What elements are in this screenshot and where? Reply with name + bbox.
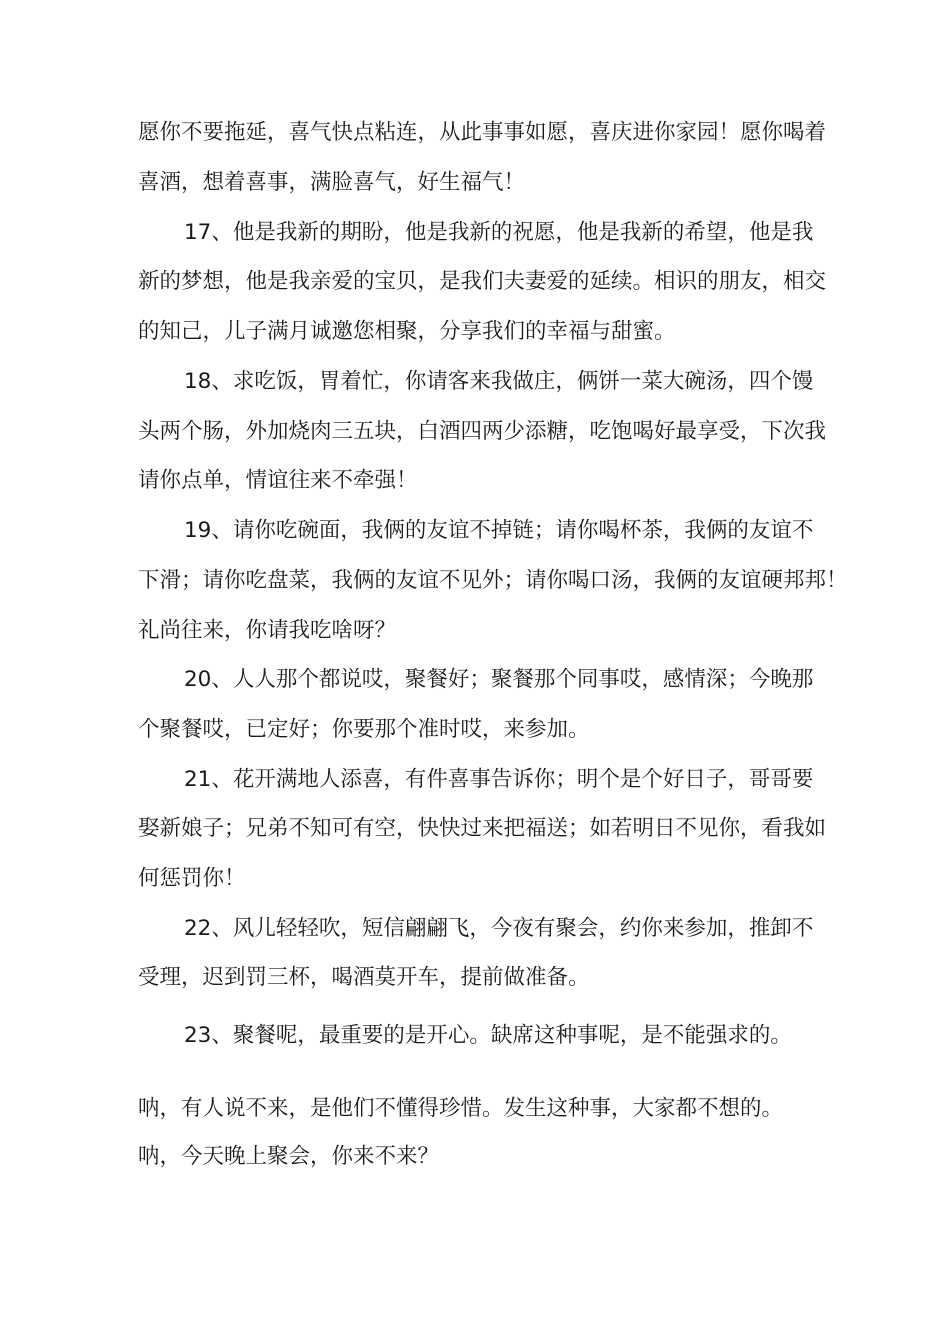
- text-line: 18、求吃饭，胃着忙，你请客来我做庄，俩饼一菜大碗汤，四个馒: [184, 369, 814, 394]
- text-line: 呐，有人说不来，是他们不懂得珍惜。发生这种事，大家都不想的。: [138, 1096, 784, 1121]
- text-line: 20、人人那个都说哎，聚餐好；聚餐那个同事哎，感情深；今晚那: [184, 667, 814, 692]
- text-line: 22、风儿轻轻吹，短信翩翩飞，今夜有聚会，约你来参加，推卸不: [184, 916, 814, 941]
- text-line: 何惩罚你！: [138, 866, 246, 891]
- text-line: 下滑；请你吃盘菜，我俩的友谊不见外；请你喝口汤，我俩的友谊硬邦邦！: [138, 568, 848, 593]
- text-line: 新的梦想，他是我亲爱的宝贝，是我们夫妻爱的延续。相识的朋友，相交: [138, 269, 827, 294]
- text-line: 的知己，儿子满月诚邀您相聚，分享我们的幸福与甜蜜。: [138, 319, 676, 344]
- text-line: 请你点单，情谊往来不牵强！: [138, 468, 418, 493]
- text-line: 17、他是我新的期盼，他是我新的祝愿，他是我新的希望，他是我: [184, 220, 814, 245]
- text-line: 娶新娘子；兄弟不知可有空，快快过来把福送；如若明日不见你，看我如: [138, 816, 827, 841]
- text-line: 头两个肠，外加烧肉三五块，白酒四两少添糖，吃饱喝好最享受，下次我: [138, 419, 827, 444]
- text-line: 21、花开满地人添喜，有件喜事告诉你；明个是个好日子，哥哥要: [184, 767, 814, 792]
- text-line: 受理，迟到罚三杯，喝酒莫开车，提前做准备。: [138, 965, 590, 990]
- text-line: 喜酒，想着喜事，满脸喜气，好生福气！: [138, 170, 526, 195]
- text-line: 愿你不要拖延，喜气快点粘连，从此事事如愿，喜庆进你家园！愿你喝着: [138, 120, 827, 145]
- text-line: 23、聚餐呢，最重要的是开心。缺席这种事呢，是不能强求的。: [184, 1023, 792, 1048]
- text-line: 礼尚往来，你请我吃啥呀？: [138, 618, 397, 643]
- text-line: 呐，今天晚上聚会，你来不来？: [138, 1144, 440, 1169]
- text-line: 个聚餐哎，已定好；你要那个准时哎，来参加。: [138, 717, 590, 742]
- text-line: 19、请你吃碗面，我俩的友谊不掉链；请你喝杯茶，我俩的友谊不: [184, 518, 814, 543]
